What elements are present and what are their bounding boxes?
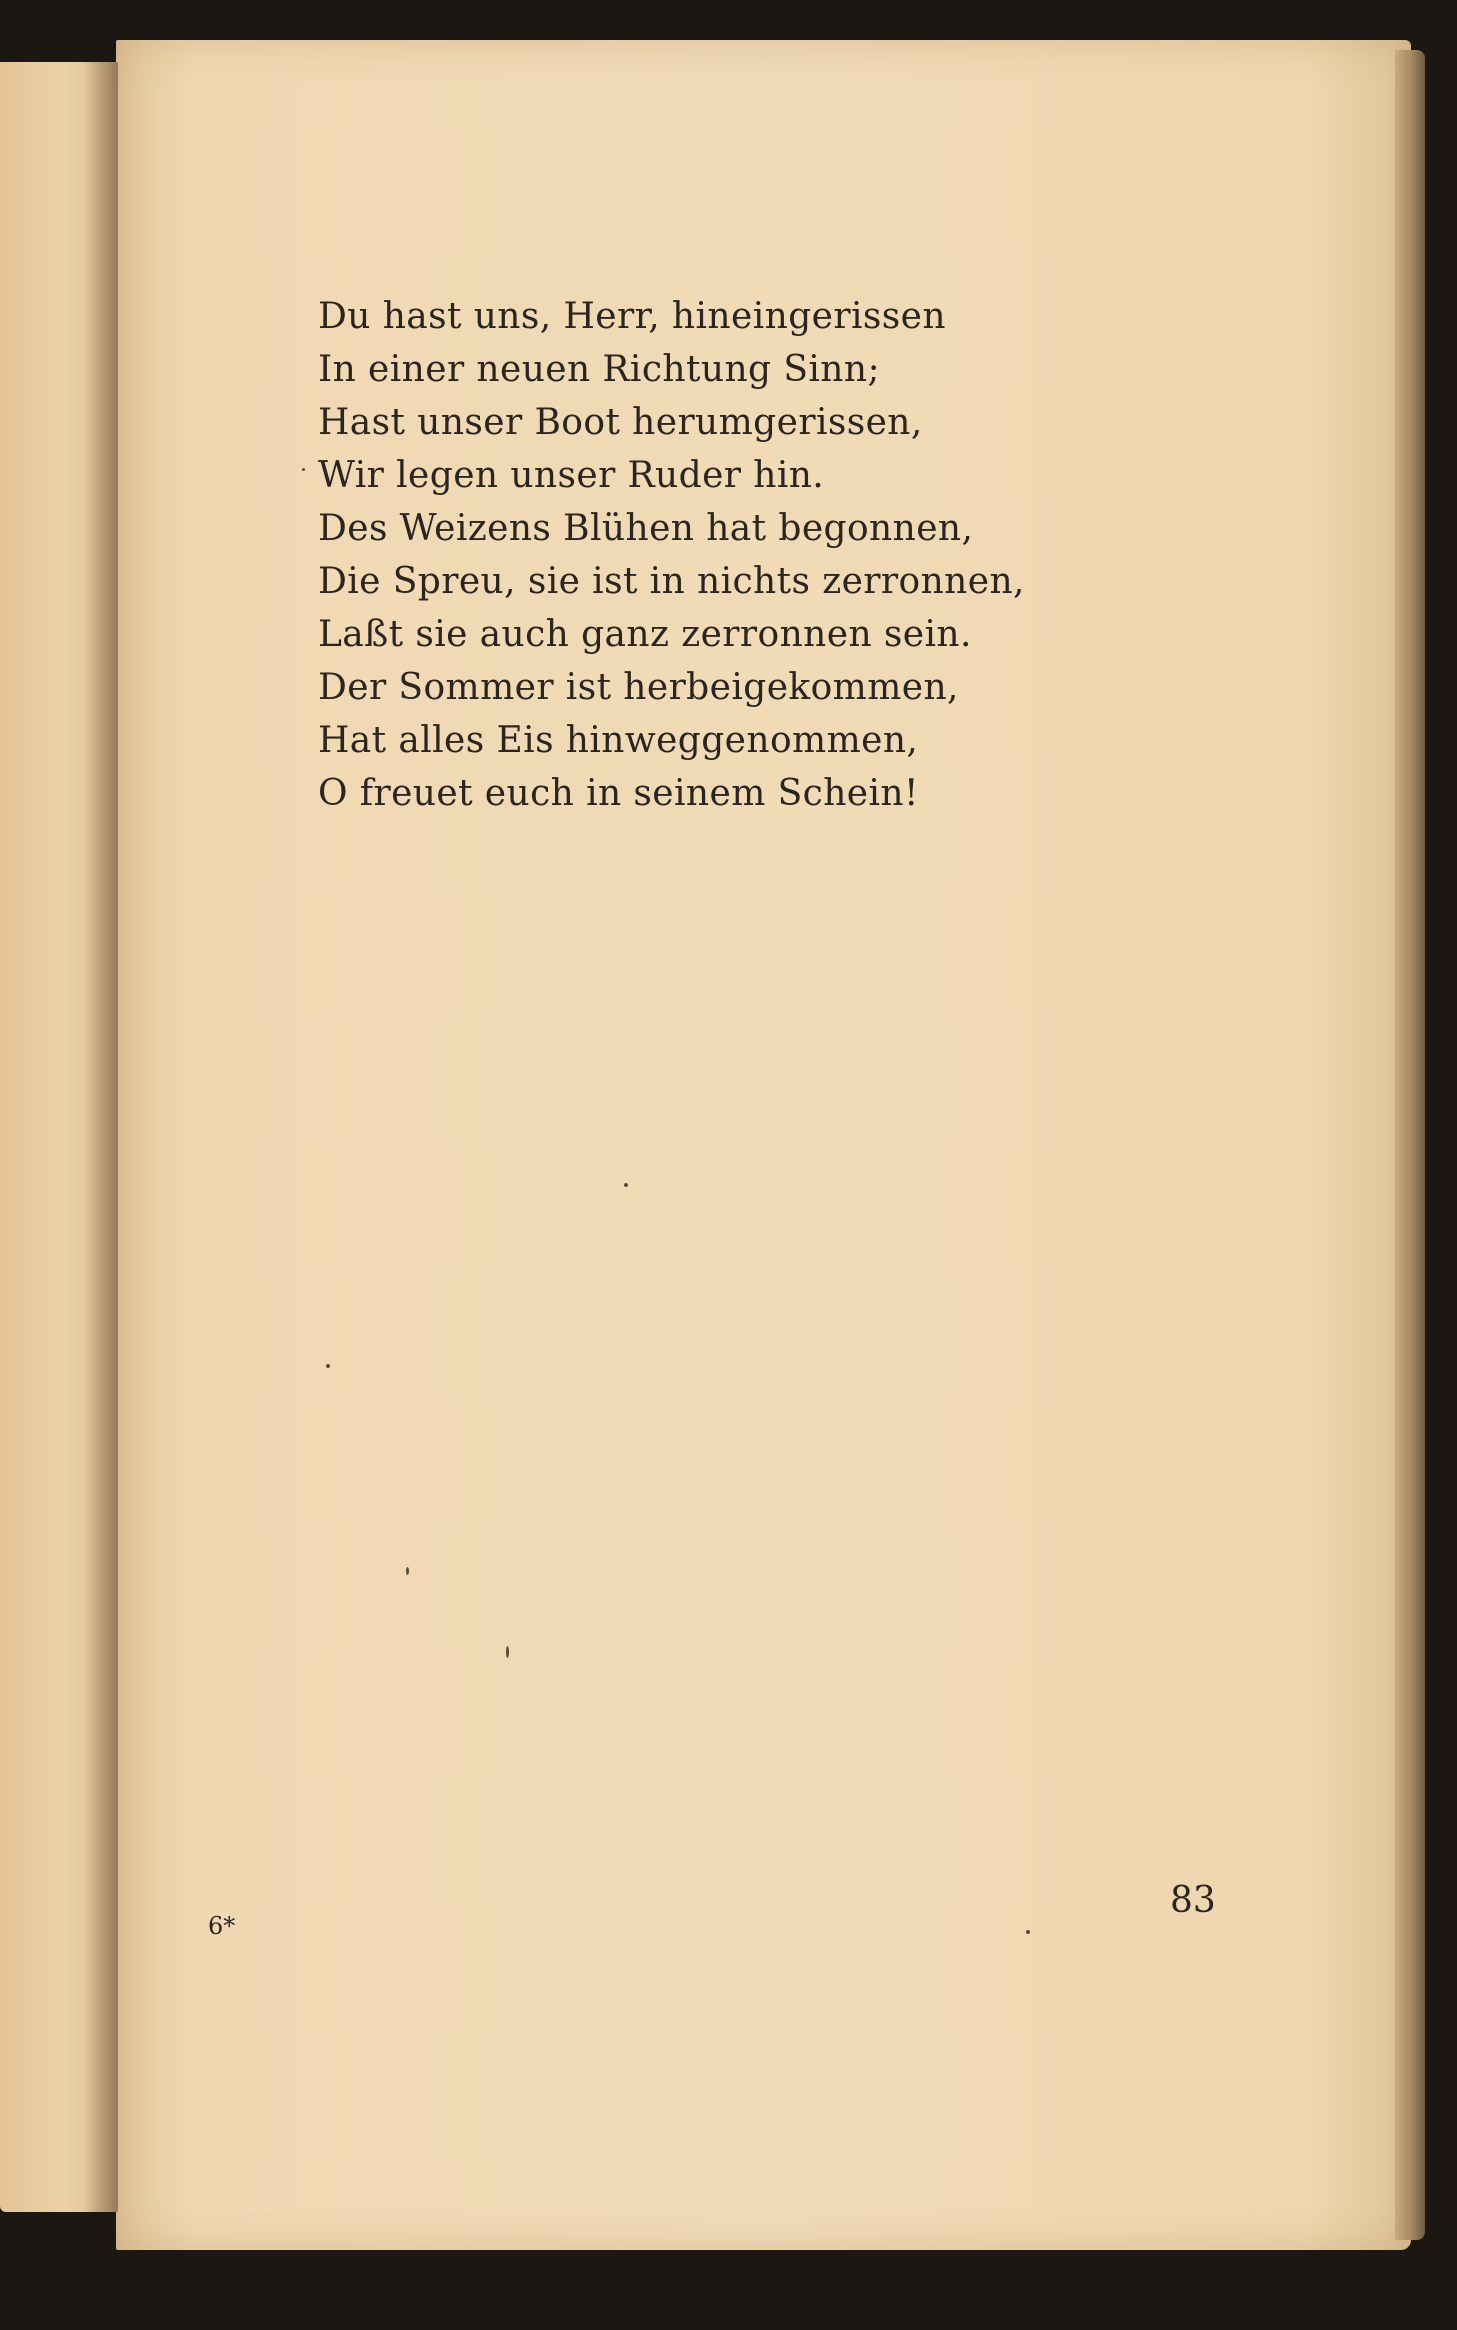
poem-text [318, 290, 1025, 820]
page-number: 83 [1170, 1880, 1216, 1921]
poem-line: Des Weizens Blühen hat begonnen, [318, 508, 974, 549]
book-gutter [84, 62, 118, 2212]
poem-line: Die Spreu, sie ist in nichts zerronnen, [318, 561, 1025, 602]
poem-line: Du hast uns, Herr, hineingerissen [318, 296, 946, 337]
paper-speck [624, 1183, 628, 1187]
poem-line: Wir legen unser Ruder hin. [318, 455, 825, 496]
poem-line: Hat alles Eis hinweggenommen, [318, 720, 919, 761]
paper-speck [1026, 1930, 1030, 1934]
paper-speck [406, 1567, 409, 1575]
paper-speck [302, 468, 305, 471]
signature-mark: 6* [208, 1912, 236, 1940]
paper-speck [506, 1646, 509, 1658]
poem-line: Hast unser Boot herumgerissen, [318, 402, 923, 443]
paper-speck [326, 1364, 330, 1368]
poem-line: O freuet euch in seinem Schein! [318, 773, 919, 814]
poem-line: In einer neuen Richtung Sinn; [318, 349, 880, 390]
poem-line: Der Sommer ist herbeigekommen, [318, 667, 959, 708]
poem-line: Laßt sie auch ganz zerronnen sein. [318, 614, 972, 655]
page-edge [1395, 50, 1425, 2240]
